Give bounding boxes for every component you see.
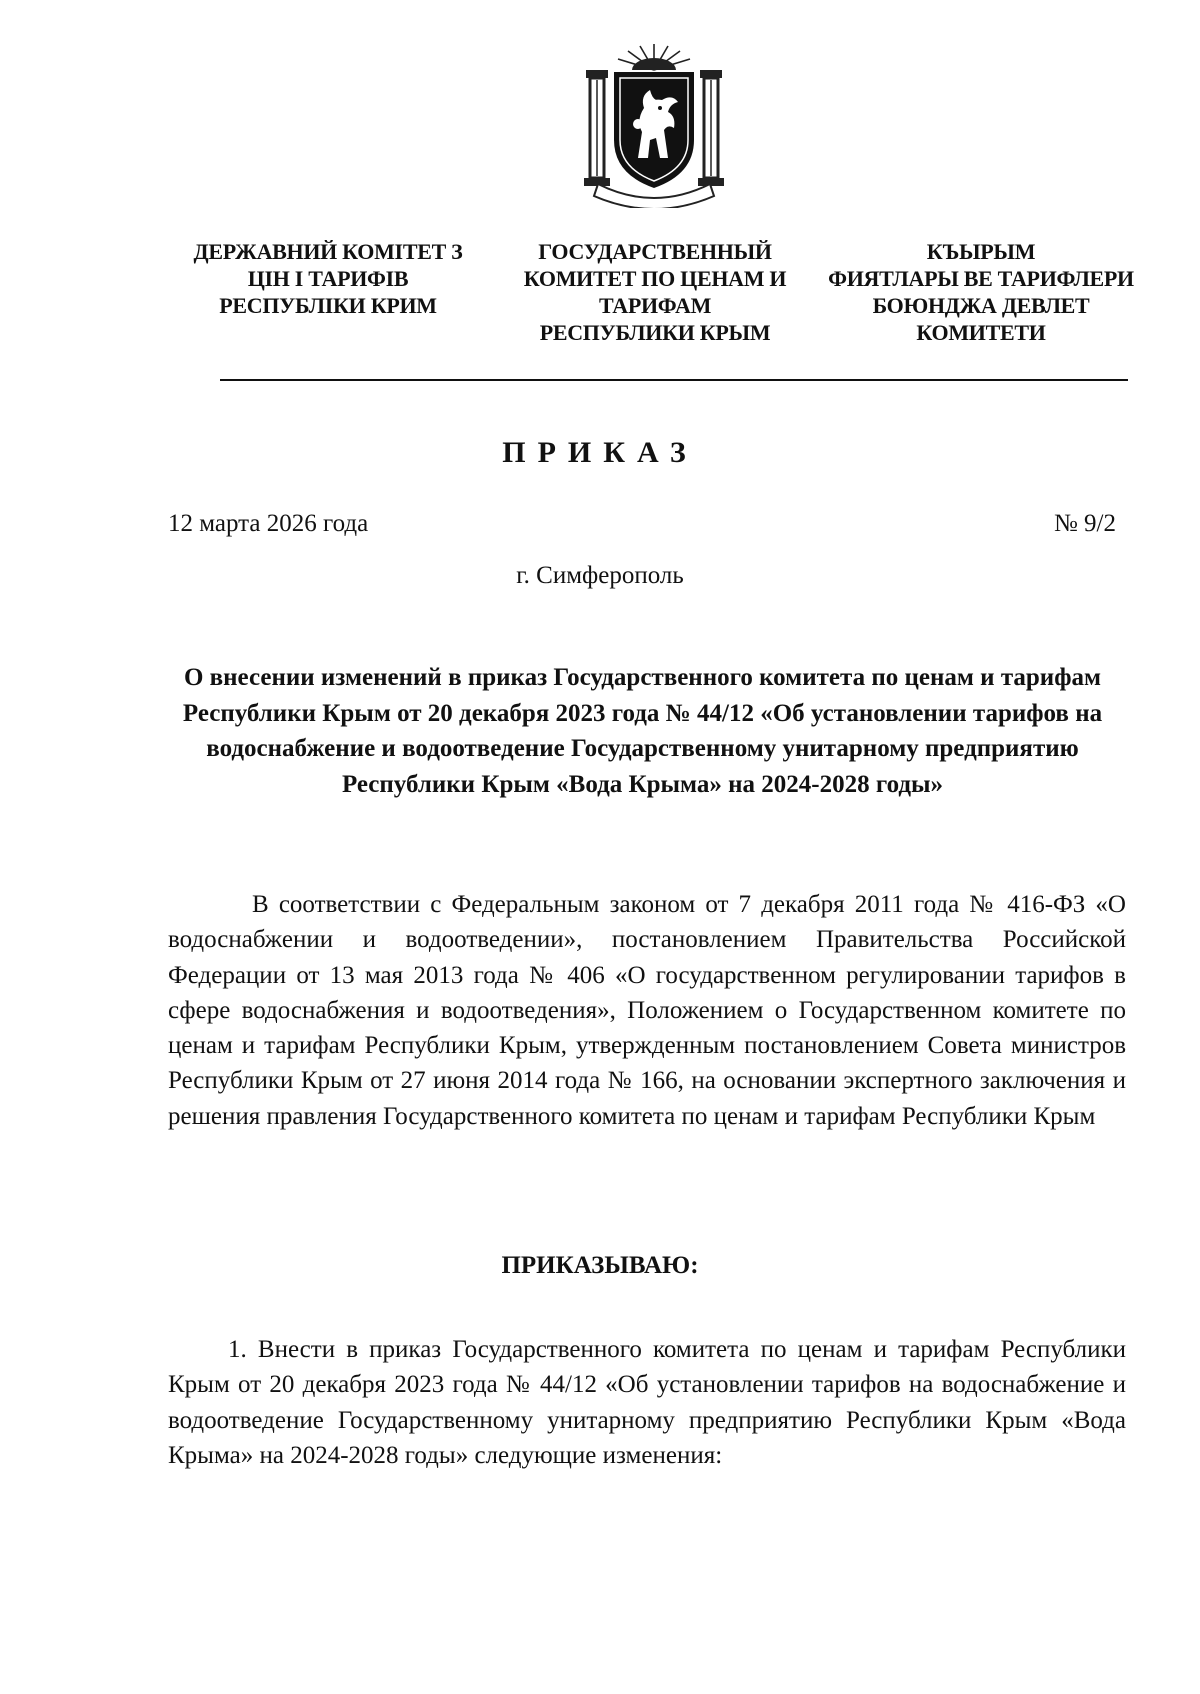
document-title: ПРИКАЗ (502, 436, 698, 469)
org-name-crimean-tatar: КЪЫРЫМ ФИЯТЛАРЫ ВЕ ТАРИФЛЕРИ БОЮНДЖА ДЕВЛЕТ КОМИТЕТИ (828, 239, 1134, 345)
org-name-ukrainian: ДЕРЖАВНИЙ КОМІТЕТ З ЦІН І ТАРИФІВ РЕСПУБЛІКИ КРИМ (193, 239, 463, 318)
preamble-paragraph: В соответствии с Федеральным законом от 7 декабря 2011 года № 416-ФЗ «О водоснабжении и водоотведении», постановлением Правительства Российской Федерации от 13 мая 2013 года № 406 «О государственном регулировании тарифов в сфере водоснабжения и водоотведения», Положением о Государственном комитете по ценам и тарифам Республики Крым, утвержденным постановлением Совета министров Республики Крым от 27 июня 2014 года № 166, на основании экспертного заключения и решения правления Государственного комитета по ценам и тарифам Республики Крым (168, 891, 1126, 1130)
org-name-russian: ГОСУДАРСТВЕННЫЙ КОМИТЕТ ПО ЦЕНАМ И ТАРИФАМ РЕСПУБЛИКИ КРЫМ (523, 239, 787, 345)
order-heading: ПРИКАЗЫВАЮ: (501, 1252, 699, 1279)
document-city: г. Симферополь (516, 562, 684, 589)
document-subject: О внесении изменений в приказ Государственного комитета по ценам и тарифам Республики Крым от 20 декабря 2023 года № 44/12 «Об установлении тарифов на водоснабжение и водоотведение Государственному унитарному предприятию Республики Крым «Вода Крыма» на 2024-2028 годы» (182, 664, 1103, 798)
document-number: № 9/2 (1053, 510, 1116, 537)
header-divider (220, 379, 1128, 381)
crimea-coat-of-arms-icon (580, 40, 728, 208)
order-item-1: 1. Внести в приказ Государственного комитета по ценам и тарифам Республики Крым от 20 декабря 2023 года № 44/12 «Об установлении тарифов на водоснабжение и водоотведение Государственному унитарному предприятию Республики Крым «Вода Крыма» на 2024-2028 годы» следующие изменения: (168, 1336, 1126, 1469)
document-date: 12 марта 2026 года (168, 510, 369, 537)
